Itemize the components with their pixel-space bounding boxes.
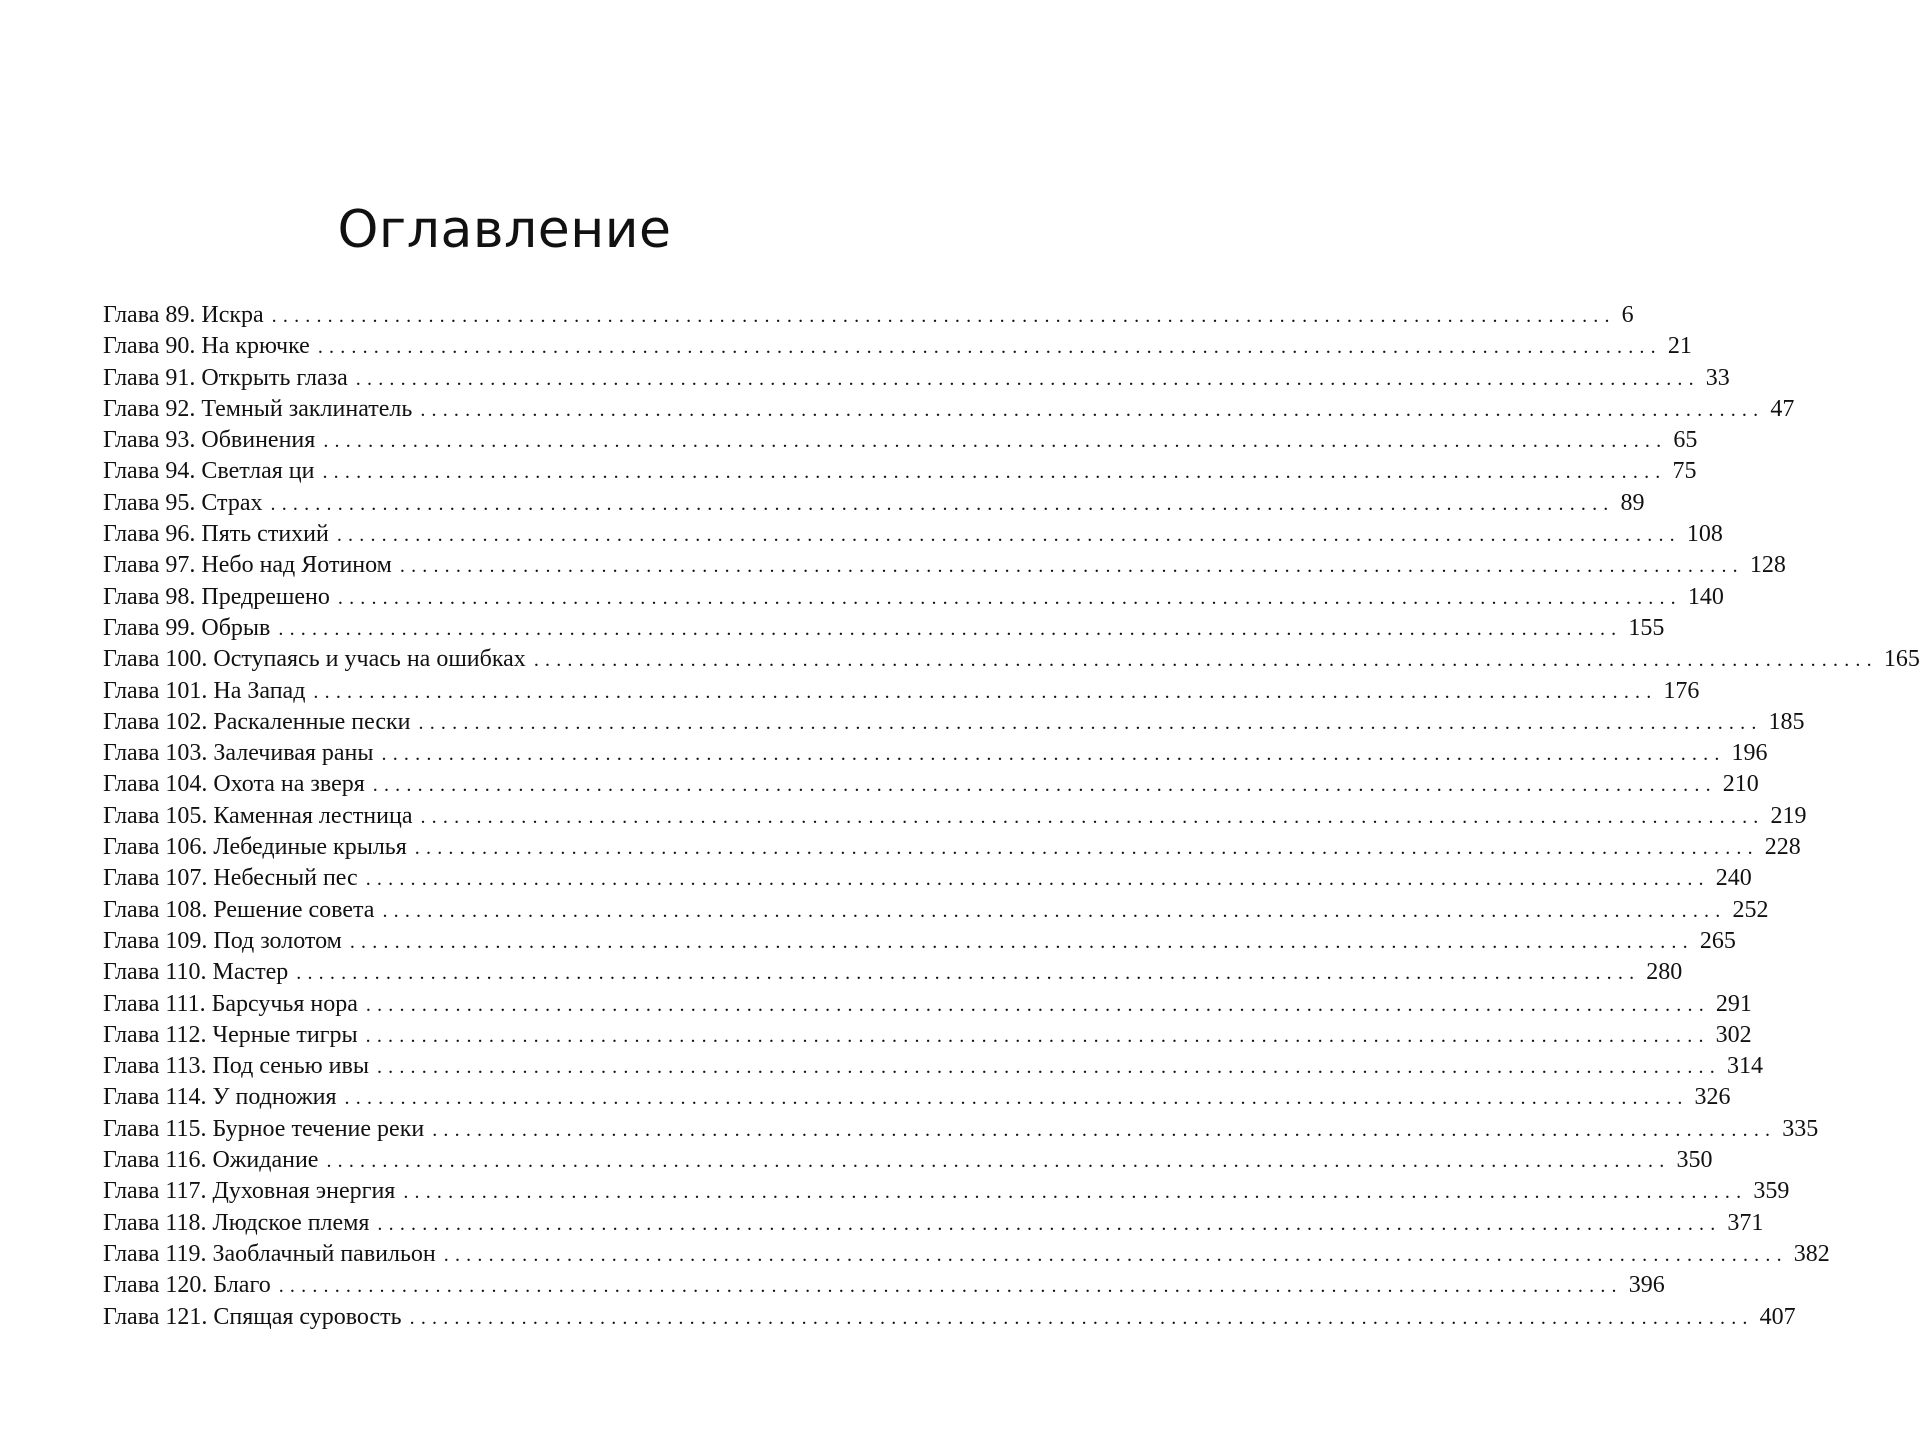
toc-entry bbox=[103, 613, 1665, 644]
page-number: 280 bbox=[1646, 959, 1683, 986]
toc-entry bbox=[103, 550, 1786, 581]
page-number: 176 bbox=[1663, 677, 1700, 704]
toc-entry bbox=[103, 425, 1698, 456]
toc-entry bbox=[103, 456, 1697, 487]
chapter-title: Глава 108. Решение совета bbox=[103, 896, 375, 923]
chapter-title: Глава 99. Обрыв bbox=[103, 614, 271, 641]
chapter-title: Глава 120. Благо bbox=[103, 1272, 271, 1299]
chapter-title: Глава 116. Ожидание bbox=[103, 1147, 319, 1174]
page-number: 371 bbox=[1727, 1209, 1764, 1236]
dot-leader: ........................................................................................................................ bbox=[296, 962, 1641, 985]
chapter-title: Глава 104. Охота на зверя bbox=[103, 771, 365, 798]
page-number: 228 bbox=[1764, 834, 1801, 861]
page-number: 89 bbox=[1620, 489, 1645, 516]
dot-leader: ........................................................................................................................ bbox=[313, 680, 1658, 703]
page-title: Оглавление bbox=[337, 200, 672, 260]
chapter-title: Глава 110. Мастер bbox=[103, 959, 289, 986]
chapter-title: Глава 100. Оступаясь и учась на ошибках bbox=[103, 646, 526, 673]
dot-leader: ........................................................................................................................ bbox=[326, 1150, 1671, 1173]
dot-leader: ........................................................................................................................ bbox=[337, 586, 1682, 609]
page-number: 165 bbox=[1883, 646, 1920, 673]
toc-entry bbox=[103, 519, 1723, 550]
page-number: 65 bbox=[1673, 427, 1698, 454]
dot-leader: ........................................................................................................................ bbox=[336, 524, 1681, 547]
page-number: 75 bbox=[1672, 458, 1697, 485]
page-number: 140 bbox=[1687, 583, 1724, 610]
chapter-title: Глава 90. На крючке bbox=[103, 333, 310, 360]
dot-leader: ........................................................................................................................ bbox=[270, 492, 1615, 515]
page-number: 335 bbox=[1782, 1115, 1819, 1142]
chapter-title: Глава 115. Бурное течение реки bbox=[103, 1115, 425, 1142]
dot-leader: ........................................................................................................................ bbox=[271, 305, 1616, 327]
toc-entry bbox=[103, 1082, 1731, 1113]
dot-leader: ........................................................................................................................ bbox=[344, 1087, 1689, 1110]
dot-leader: ........................................................................................................................ bbox=[382, 899, 1727, 922]
page-number: 407 bbox=[1759, 1303, 1796, 1330]
toc-entry bbox=[103, 676, 1700, 707]
page-number: 314 bbox=[1726, 1053, 1763, 1080]
page-number: 359 bbox=[1753, 1178, 1790, 1205]
page-number: 382 bbox=[1793, 1240, 1830, 1267]
chapter-title: Глава 95. Страх bbox=[103, 489, 263, 516]
page-number: 6 bbox=[1621, 302, 1634, 328]
page-number: 128 bbox=[1749, 552, 1786, 579]
toc-entry bbox=[103, 331, 1692, 362]
chapter-title: Глава 96. Пять стихий bbox=[103, 521, 329, 548]
toc-entry bbox=[103, 801, 1807, 832]
dot-leader: ........................................................................................................................ bbox=[278, 617, 1623, 640]
toc-entry bbox=[103, 582, 1724, 613]
dot-leader: ........................................................................................................................ bbox=[420, 805, 1765, 828]
dot-leader: ........................................................................................................................ bbox=[349, 930, 1694, 953]
chapter-title: Глава 98. Предрешено bbox=[103, 583, 330, 610]
dot-leader: ........................................................................................................................ bbox=[409, 1306, 1754, 1329]
toc-entry bbox=[103, 1145, 1713, 1176]
chapter-title: Глава 113. Под сенью ивы bbox=[103, 1053, 369, 1080]
table-of-contents bbox=[103, 300, 1920, 1333]
chapter-title: Глава 118. Людское племя bbox=[103, 1209, 370, 1236]
chapter-title: Глава 103. Залечивая раны bbox=[103, 740, 374, 767]
dot-leader: ........................................................................................................................ bbox=[278, 1275, 1623, 1298]
toc-entry bbox=[103, 1020, 1752, 1051]
toc-entry bbox=[103, 738, 1768, 769]
toc-entry bbox=[103, 769, 1759, 800]
dot-leader: ........................................................................................................................ bbox=[322, 461, 1667, 484]
dot-leader: ........................................................................................................................ bbox=[323, 430, 1668, 453]
toc-entry bbox=[103, 1239, 1830, 1270]
dot-leader: ........................................................................................................................ bbox=[365, 993, 1710, 1016]
toc-entry bbox=[103, 926, 1736, 957]
dot-leader: ........................................................................................................................ bbox=[414, 837, 1759, 860]
dot-leader: ........................................................................................................................ bbox=[432, 1118, 1777, 1141]
chapter-title: Глава 107. Небесный пес bbox=[103, 865, 358, 892]
page-number: 21 bbox=[1667, 333, 1692, 360]
toc-entry bbox=[103, 957, 1683, 988]
page-number: 291 bbox=[1715, 990, 1752, 1017]
toc-entry bbox=[103, 363, 1730, 394]
chapter-title: Глава 93. Обвинения bbox=[103, 427, 316, 454]
dot-leader: ........................................................................................................................ bbox=[533, 649, 1878, 672]
chapter-title: Глава 105. Каменная лестница bbox=[103, 802, 413, 829]
toc-entry bbox=[103, 644, 1920, 675]
toc-entry bbox=[103, 1302, 1796, 1333]
toc-entry bbox=[103, 1270, 1665, 1301]
chapter-title: Глава 91. Открыть глаза bbox=[103, 364, 348, 391]
page-number: 326 bbox=[1694, 1084, 1731, 1111]
toc-entry bbox=[103, 895, 1769, 926]
dot-leader: ........................................................................................................................ bbox=[377, 1212, 1722, 1235]
page-number: 302 bbox=[1715, 1021, 1752, 1048]
dot-leader: ........................................................................................................................ bbox=[443, 1243, 1788, 1266]
chapter-title: Глава 94. Светлая ци bbox=[103, 458, 315, 485]
dot-leader: ........................................................................................................................ bbox=[418, 711, 1763, 734]
page-number: 33 bbox=[1705, 364, 1730, 391]
chapter-title: Глава 89. Искра bbox=[103, 302, 264, 328]
toc-entry bbox=[103, 1208, 1764, 1239]
toc-entry bbox=[103, 989, 1752, 1020]
page-number: 252 bbox=[1732, 896, 1769, 923]
chapter-title: Глава 112. Черные тигры bbox=[103, 1021, 358, 1048]
dot-leader: ........................................................................................................................ bbox=[420, 398, 1765, 421]
page-number: 219 bbox=[1770, 802, 1807, 829]
chapter-title: Глава 117. Духовная энергия bbox=[103, 1178, 396, 1205]
dot-leader: ........................................................................................................................ bbox=[399, 555, 1744, 578]
dot-leader: ........................................................................................................................ bbox=[365, 868, 1710, 891]
dot-leader: ........................................................................................................................ bbox=[376, 1056, 1721, 1079]
page-number: 108 bbox=[1686, 521, 1723, 548]
toc-entry bbox=[103, 707, 1805, 738]
toc-entry bbox=[103, 1114, 1819, 1145]
chapter-title: Глава 97. Небо над Яотином bbox=[103, 552, 392, 579]
chapter-title: Глава 111. Барсучья нора bbox=[103, 990, 358, 1017]
dot-leader: ........................................................................................................................ bbox=[372, 774, 1717, 797]
toc-entry bbox=[103, 1176, 1790, 1207]
chapter-title: Глава 92. Темный заклинатель bbox=[103, 395, 413, 422]
toc-entry bbox=[103, 394, 1795, 425]
dot-leader: ........................................................................................................................ bbox=[403, 1181, 1748, 1204]
page-number: 350 bbox=[1676, 1147, 1713, 1174]
toc-entry bbox=[103, 488, 1645, 519]
page-number: 155 bbox=[1628, 614, 1665, 641]
chapter-title: Глава 101. На Запад bbox=[103, 677, 306, 704]
chapter-title: Глава 106. Лебединые крылья bbox=[103, 834, 407, 861]
page-number: 265 bbox=[1699, 927, 1736, 954]
dot-leader: ........................................................................................................................ bbox=[317, 336, 1662, 359]
page-number: 210 bbox=[1722, 771, 1759, 798]
page-number: 47 bbox=[1770, 395, 1795, 422]
page-number: 185 bbox=[1768, 708, 1805, 735]
page-number: 240 bbox=[1715, 865, 1752, 892]
toc-entry bbox=[103, 832, 1801, 863]
dot-leader: ........................................................................................................................ bbox=[365, 1024, 1710, 1047]
chapter-title: Глава 102. Раскаленные пески bbox=[103, 708, 411, 735]
chapter-title: Глава 109. Под золотом bbox=[103, 927, 342, 954]
chapter-title: Глава 121. Спящая суровость bbox=[103, 1303, 402, 1330]
dot-leader: ........................................................................................................................ bbox=[381, 743, 1726, 766]
page-number: 196 bbox=[1731, 740, 1768, 767]
toc-entry bbox=[103, 300, 1634, 331]
page-number: 396 bbox=[1628, 1272, 1665, 1299]
toc-entry bbox=[103, 863, 1752, 894]
dot-leader: ........................................................................................................................ bbox=[355, 367, 1700, 390]
chapter-title: Глава 119. Заоблачный павильон bbox=[103, 1240, 436, 1267]
chapter-title: Глава 114. У подножия bbox=[103, 1084, 337, 1111]
toc-entry bbox=[103, 1051, 1763, 1082]
